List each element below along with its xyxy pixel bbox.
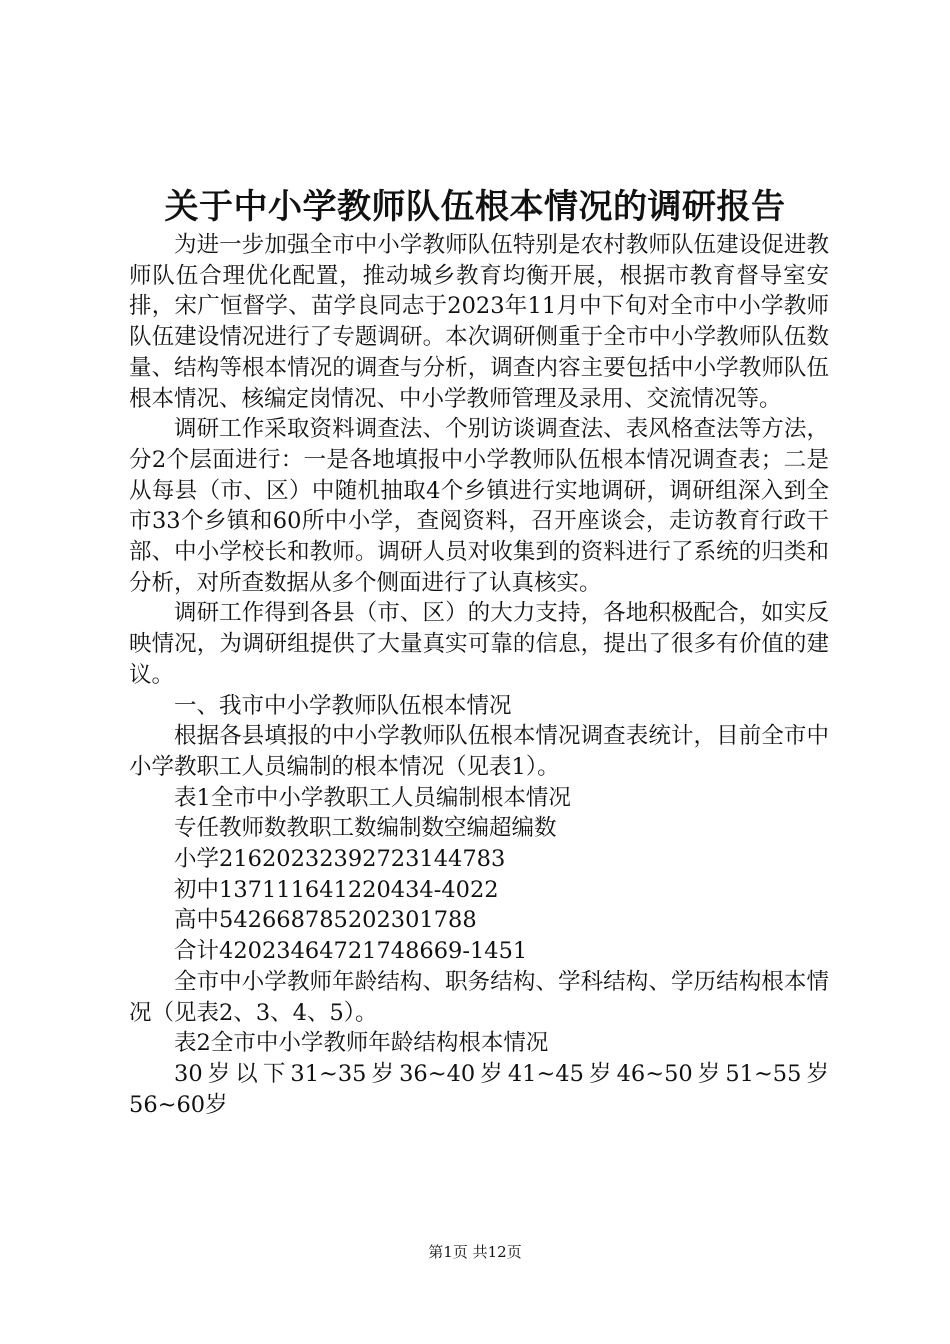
section-heading: 一、我市中小学教师队伍根本情况 — [174, 692, 512, 719]
document-title: 关于中小学教师队伍根本情况的调研报告 — [164, 187, 786, 227]
support-paragraph: 调研工作得到各县（市、区）的大力支持，各地积极配合，如实反映情况，为调研组提供了大量真实可靠的信息，提出了很多有价值的建议。 — [129, 600, 829, 688]
table2-header-row: 30岁以下31~35岁36~40岁41~45岁46~50岁51~55岁56~60岁 — [129, 1060, 829, 1118]
page-footer: 第1页 共12页 — [428, 1243, 522, 1261]
table1-header-row: 专任教师数教职工数编制数空编超编数 — [174, 815, 557, 842]
table2-caption: 表2全市中小学教师年龄结构根本情况 — [174, 1030, 549, 1057]
method-paragraph: 调研工作采取资料调查法、个别访谈调查法、表风格查法等方法，分2个层面进行：一是各地填报中小学教师队伍根本情况调查表；二是从每县（市、区）中随机抽取4个乡镇进行实地调研，调研组深入到全市33个乡镇和60所中小学，查阅资料，召开座谈会，走访教育行政干部、中小学校长和教师。调研人员对收集到的资料进行了系统的归类和分析，对所查数据从多个侧面进行了认真核实。 — [129, 416, 829, 596]
table1-row-senior: 高中542668785202301788 — [174, 907, 477, 934]
table1-row-total: 合计42023464721748669-1451 — [174, 938, 528, 965]
intro-paragraph: 为进一步加强全市中小学教师队伍特别是农村教师队伍建设促进教师队伍合理优化配置，推动城乡教育均衡开展，根据市教育督导室安排，宋广恒督学、苗学良同志于2023年11月中下旬对全市中小学教师队伍建设情况进行了专题调研。本次调研侧重于全市中小学教师队伍数量、结构等根本情况的调查与分析，调查内容主要包括中小学教师队伍根本情况、核编定岗情况、中小学教师管理及录用、交流情况等。 — [129, 232, 829, 412]
table1-caption: 表1全市中小学教职工人员编制根本情况 — [174, 784, 571, 811]
table1-row-junior: 初中137111641220434-4022 — [174, 876, 499, 903]
document-body — [129, 230, 829, 1120]
structure-paragraph: 全市中小学教师年龄结构、职务结构、学科结构、学历结构根本情况（见表2、3、4、5）。 — [129, 968, 829, 1026]
table1-row-primary: 小学21620232392723144783 — [174, 846, 506, 873]
stats-paragraph: 根据各县填报的中小学教师队伍根本情况调查表统计，目前全市中小学教职工人员编制的根本情况（见表1）。 — [129, 723, 829, 780]
